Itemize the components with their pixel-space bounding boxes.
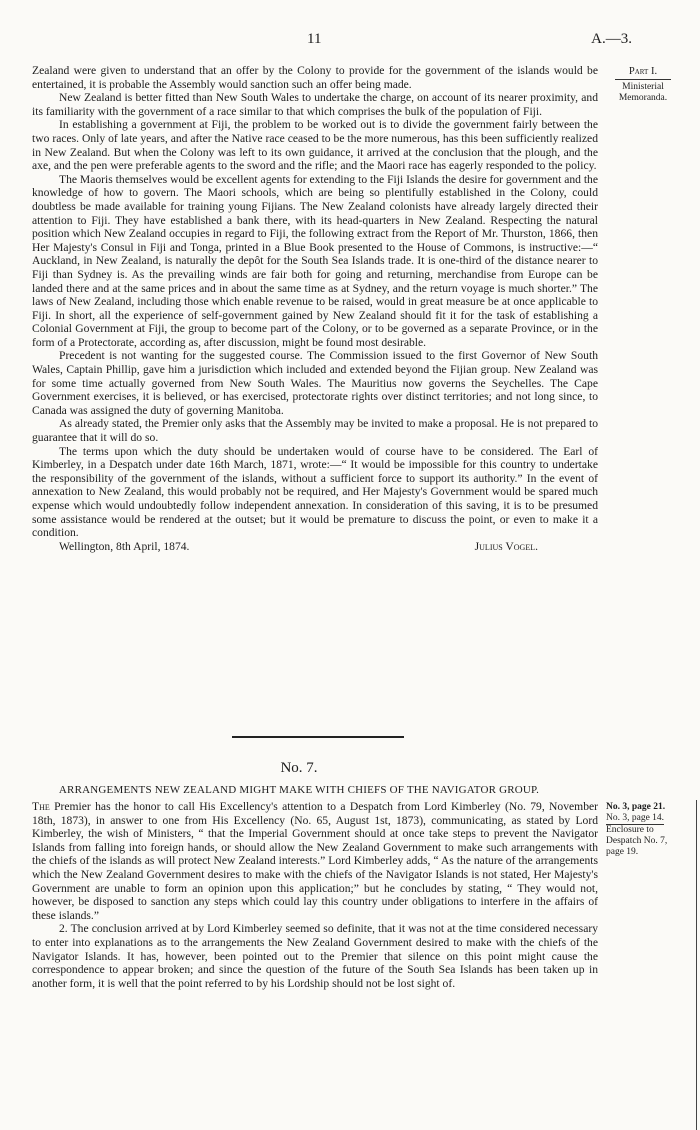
section-divider [232, 736, 404, 738]
signature-line [32, 540, 598, 554]
margin-ref-3-line3: page 19. [606, 847, 639, 857]
page-reference: A.—3. [591, 31, 632, 47]
margin-references [606, 802, 696, 858]
section-1-body [32, 64, 598, 553]
paragraph: As already stated, the Premier only asks that the Assembly may be invited to make a proposal. He is not prepared to guarantee that it will do so. [32, 417, 598, 445]
section-title: No. 7. [280, 760, 318, 776]
paragraph: The terms upon which the duty should be undertaken would of course have to be considered. The Earl of Kimberley, in a Despatch under date 16th March, 1871, wrote:—“ It would be impossible for this country to undertake the responsibility of the government of the islands, without a sufficient force to support its authority.” In the event of annexation to New Zealand, this would probably not be required, and Her Majesty's Government would be spared much expense which would undoubtedly follow independent annexation. In consideration of this saving, it is to be presumed some assistance would be rendered at the outset; but it would be premature to discuss the point, or even to make it a condition. [32, 444, 598, 540]
margin-ref-1: No. 3, page 21. [606, 802, 666, 812]
paragraph: The Maoris themselves would be excellent agents for extending to the Fiji Islands the desire for government and the knowledge of how to govern. The Maori schools, which are being so plentifully established in the Colony, could doubtless be made available for training young Fijians. The New Zealand colonists have already largely directed their attention to Fiji. They have established a bank there, with its head-quarters in New Zealand. Respecting the natural position which New Zealand occupies in regard to Fiji, the following extract from the Report of Mr. Thurston, 1866, then Her Majesty's Consul in Fiji and Tonga, printed in a Blue Book presented to the House of Commons, is instructive:—“ Auckland, in New Zealand, is naturally the depôt for the South Sea Islands trade. It is one-third of the distance nearer to Fiji than Sydney is. As the prevailing winds are fair both for going and returning, merchandise from Europe can be landed there and at the same prices and in about the same time as at Sydney, and the return voyage is much shorter.” The laws of New Zealand, including those which enable revenue to be raised, would in great measure be at once applicable to Fiji. In short, all the experience of self-government gained by New Zealand should fit it for the task of establishing a Colonial Government at Fiji, the group to become part of the Colony, or to be governed as a separate Province, or in the form of a Protectorate, according as, after discussion, might be found most desirable. [32, 172, 598, 349]
margin-ref-2: No. 3, page 14. [606, 813, 665, 823]
paragraph: New Zealand is better fitted than New South Wales to undertake the charge, on account of its nearer proximity, and its familiarity with the government of a race similar to that which comprises the bulk of the population of Fiji. [32, 91, 598, 118]
paragraph: Zealand were given to understand that an offer by the Colony to provide for the government of the islands would be entertained, it is probable the Assembly would sanction such an offer being made. [32, 64, 598, 91]
paragraph: Precedent is not wanting for the suggested course. The Commission issued to the first Governor of New South Wales, Captain Phillip, gave him a jurisdiction which included and extended beyond the Fijian group. New Zealand was for some time actually governed from New South Wales. The Mauritius now governs the Seychelles. The Cape Government exercises, it is believed, or has exercised, protectorate rights over distinct territories; and not long since, to Canada was assigned the duty of governing Manitoba. [32, 349, 598, 417]
paragraph: In establishing a government at Fiji, the problem to be worked out is to divide the government fairly between the two races. Only of late years, and after the Native race ceased to be the more numerous, has this been sufficiently realized in New Zealand. But when the Colony was left to its own guidance, it arrived at the conclusion that the plough, and the axe, and the pen were preferable agents to the sword and the rifle; and the Maori race has eagerly responded to the policy. [32, 118, 598, 173]
margin-label-line1: Ministerial [622, 82, 664, 92]
page-edge-line [696, 800, 697, 1130]
paragraph [32, 800, 598, 922]
margin-note-section [607, 66, 679, 104]
margin-rule [615, 79, 671, 80]
page-number: 11 [307, 31, 322, 47]
signatory-name: Julius Vogel. [474, 539, 538, 553]
margin-ref-3-line2: Despatch No. 7, [606, 836, 668, 846]
paragraph-text: Premier has the honor to call His Excellency's attention to a Despatch from Lord Kimberley (No. 79, November 18th, 1873), in answer to one from His Excellency (No. 65, August 1st, 1873), communicating, as stated by Lord Kimberley, the wish of Ministers, “ that the Imperial Government should at once take steps to prevent the Navigator Islands from falling into foreign hands, or should allow the New Zealand Government to make such arrangements with the chiefs of the islands as will protect New Zealand interests.” Lord Kimberley adds, “ As the nature of the arrangements which the New Zealand Government desires to make with the chiefs of the Navigator Islands is not stated, Her Majesty's Government are unable to form an opinion upon this application;” but he concludes by stating, “ They would not, however, be disposed to sanction any steps which could lay this country under obligations to interfere in the affairs of these islands.” [32, 800, 598, 922]
section-2-body [32, 800, 598, 990]
margin-ref-3-line1: Enclosure to [606, 825, 654, 835]
part-label: Part I. [628, 66, 658, 77]
lead-word: The [32, 800, 50, 813]
sign-place-date: Wellington, 8th April, 1874. [59, 539, 190, 553]
margin-label-line2: Memoranda. [618, 93, 668, 103]
paragraph: 2. The conclusion arrived at by Lord Kimberley seemed so definite, that it was not at the time considered necessary to enter into explanations as to the arrangements the New Zealand Government desired to make with the chiefs of the Navigator Islands. It has, however, been pointed out to the Premier that silence on this point might cause the correspondence to appear broken; and since the question of the future of the South Sea Islands has been taken up in another form, it is well that the point referred to by his Lordship should not be lost sight of. [32, 922, 598, 990]
section-heading: ARRANGEMENTS NEW ZEALAND MIGHT MAKE WITH CHIEFS OF THE NAVIGATOR GROUP. [58, 784, 540, 796]
